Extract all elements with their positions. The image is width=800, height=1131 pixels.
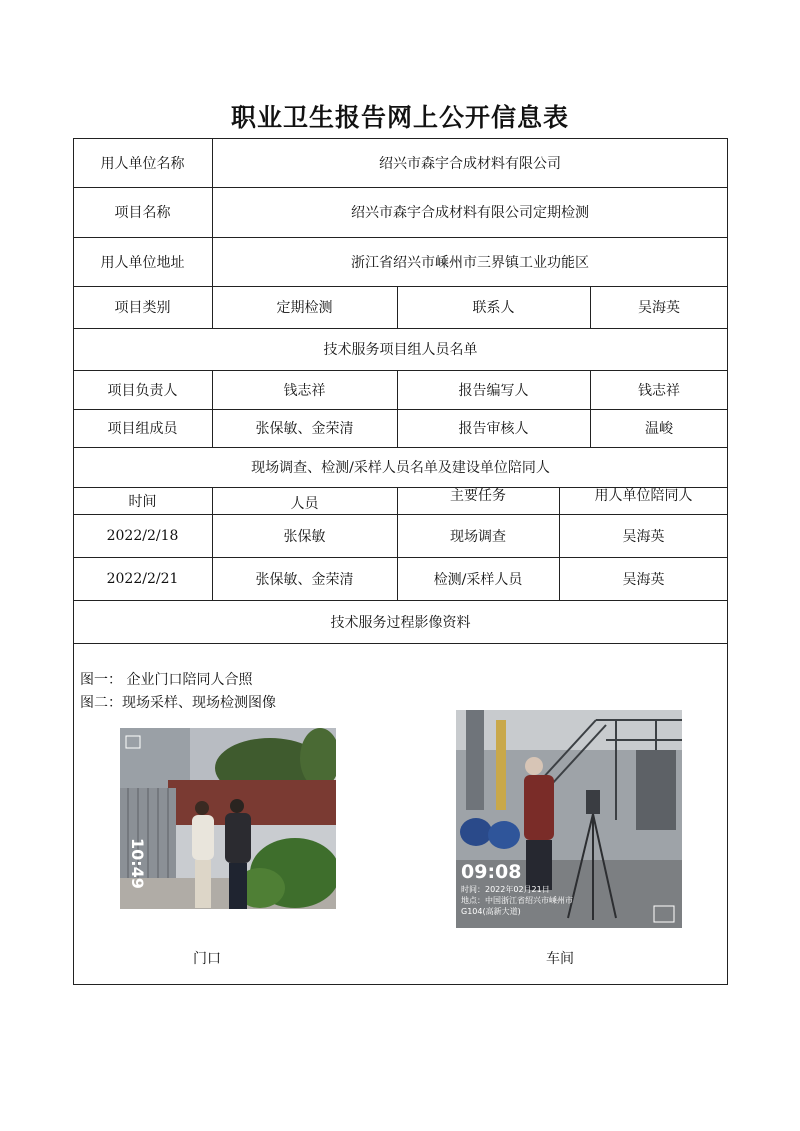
gate-photo-time: 10:49	[128, 838, 147, 889]
writer-value: 钱志祥	[638, 382, 680, 399]
members-value: 张保敏、金荣清	[255, 421, 354, 437]
survey-heading: 现场调查、检测/采样人员名单及建设单位陪同人	[251, 460, 550, 476]
col-header-time: 时间	[128, 493, 157, 510]
writer-label: 报告编写人	[458, 382, 529, 399]
gate-photo-caption: 门口	[193, 951, 221, 967]
col-header-task: 主要任务	[450, 488, 506, 504]
row-divider	[73, 643, 728, 644]
members-label: 项目组成员	[107, 421, 178, 437]
images-heading-text: 技术服务过程影像资料	[330, 614, 471, 631]
survey-task: 检测/采样人员	[433, 571, 523, 588]
survey-person: 张保敏、金荣清	[255, 571, 354, 588]
survey-time: 2022/2/18	[106, 527, 179, 544]
page-title: 职业卫生报告网上公开信息表	[230, 103, 569, 132]
col-header-companion: 用人单位陪同人	[594, 488, 693, 504]
gate-photo	[120, 728, 336, 909]
team-heading: 技术服务项目组人员名单	[323, 342, 478, 358]
unit-address-label: 用人单位地址	[100, 254, 185, 271]
leader-value: 钱志祥	[283, 382, 326, 399]
contact-value: 吴海英	[638, 300, 680, 316]
project-name-value: 绍兴市森宇合成材料有限公司定期检测	[351, 205, 589, 221]
survey-companion: 吴海英	[622, 528, 665, 545]
unit-name-value: 绍兴市森宇合成材料有限公司	[379, 155, 561, 172]
workshop-photo	[456, 710, 682, 928]
reviewer-value: 温峻	[645, 421, 673, 437]
figure-1-caption: 图一： 企业门口陪同人合照	[80, 672, 253, 688]
survey-task: 现场调查	[450, 528, 506, 545]
survey-time: 2022/2/21	[106, 570, 179, 587]
contact-label: 联系人	[472, 300, 515, 316]
project-type-value: 定期检测	[276, 300, 333, 316]
leader-label: 项目负责人	[107, 382, 178, 399]
reviewer-label: 报告审核人	[458, 421, 529, 437]
unit-name-label: 用人单位名称	[100, 155, 185, 172]
workshop-photo-date: 时间：2022年02月21日	[461, 885, 550, 894]
workshop-photo-time: 09:08	[461, 861, 522, 883]
survey-person: 张保敏	[283, 528, 326, 545]
figure-2-caption: 图二：现场采样、现场检测图像	[80, 695, 276, 711]
survey-companion: 吴海英	[622, 571, 665, 588]
workshop-photo-location: 地点：中国浙江省绍兴市嵊州市	[461, 896, 573, 905]
workshop-photo-road: G104(高新大道)	[461, 907, 521, 916]
project-type-label: 项目类别	[114, 300, 171, 316]
unit-address-value: 浙江省绍兴市嵊州市三界镇工业功能区	[351, 254, 589, 271]
project-name-label: 项目名称	[114, 205, 171, 221]
workshop-photo-caption: 车间	[546, 951, 574, 967]
col-header-person: 人员	[290, 496, 319, 512]
